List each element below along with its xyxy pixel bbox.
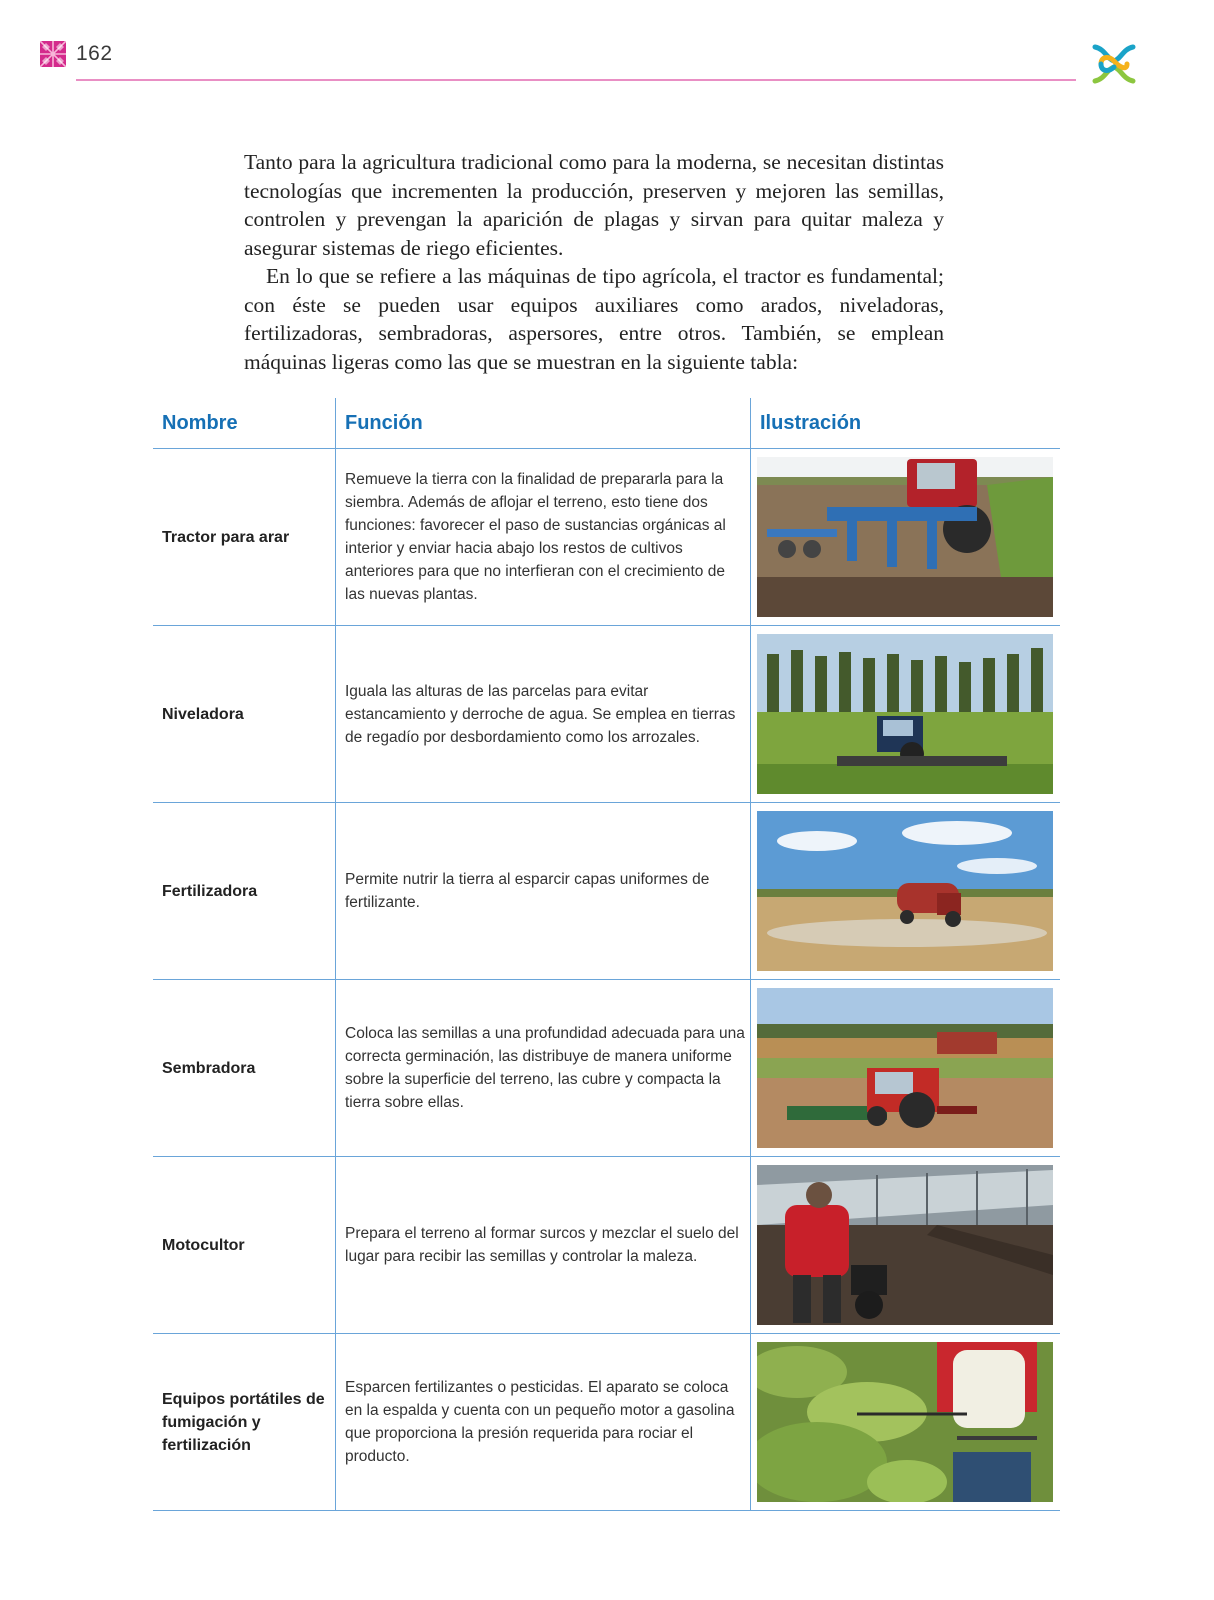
illustration-cell <box>751 626 1061 803</box>
logo-icon <box>1091 41 1137 87</box>
illustration-cell <box>751 1334 1061 1511</box>
machine-name: Fertilizadora <box>162 882 258 900</box>
table-row <box>153 980 1060 1157</box>
name-cell <box>153 1157 336 1334</box>
page-header <box>0 0 1214 90</box>
illustration-cell <box>751 449 1061 626</box>
machine-name: Tractor para arar <box>162 528 290 546</box>
machine-function: Esparcen fertilizantes o pesticidas. El aparato se coloca en la espalda y cuenta con un pequeño motor a gasolina que proporciona la presión requerida para rociar el producto. <box>345 1379 735 1465</box>
function-cell <box>336 803 751 980</box>
leveler-tractor-photo <box>757 634 1053 794</box>
illustration-cell <box>751 1157 1061 1334</box>
intro-paragraph-2: En lo que se refiere a las máquinas de tipo agrícola, el tractor es fundamental; con éste se pueden usar equipos auxiliares como arados, niveladoras, fertilizadoras, sembradoras, aspersores, entre otros. También, se emplean máquinas ligeras como las que se muestran en la siguiente tabla: <box>244 264 944 374</box>
decorative-pattern-icon <box>40 41 66 67</box>
motocultor-photo <box>757 1165 1053 1325</box>
machine-function: Prepara el terreno al formar surcos y mezclar el suelo del lugar para recibir las semillas y controlar la maleza. <box>345 1225 739 1265</box>
function-cell <box>336 980 751 1157</box>
machine-name: Sembradora <box>162 1059 256 1077</box>
function-cell <box>336 626 751 803</box>
name-cell <box>153 1334 336 1511</box>
column-header-ilustracion: Ilustración <box>751 398 1061 449</box>
fertilizer-spreader-photo <box>757 811 1053 971</box>
name-cell <box>153 449 336 626</box>
table-row <box>153 1334 1060 1511</box>
column-header-nombre: Nombre <box>153 398 336 449</box>
machine-function: Permite nutrir la tierra al esparcir capas uniformes de fertilizante. <box>345 871 710 911</box>
table-row <box>153 1157 1060 1334</box>
header-rule <box>76 79 1076 81</box>
seeder-tractor-photo <box>757 988 1053 1148</box>
machine-function: Coloca las semillas a una profundidad adecuada para una correcta germinación, las distribuye de manera uniforme sobre la superficie del terreno, las cubre y compacta la tierra sobre ellas. <box>345 1025 745 1111</box>
plowing-tractor-photo <box>757 457 1053 617</box>
function-cell <box>336 449 751 626</box>
machine-name: Equipos portátiles de fumigación y fertilización <box>162 1390 325 1454</box>
table-row <box>153 803 1060 980</box>
table-row <box>153 626 1060 803</box>
illustration-cell <box>751 803 1061 980</box>
machine-function: Remueve la tierra con la finalidad de prepararla para la siembra. Además de aflojar el terreno, esto tiene dos funciones: favorecer el paso de sustancias orgánicas al interior y enviar hacia abajo los restos de cultivos anteriores para que no interfieran con el crecimiento de las nuevas plantas. <box>345 471 726 603</box>
table-row <box>153 449 1060 626</box>
machine-name: Motocultor <box>162 1236 245 1254</box>
page-number: 162 <box>76 42 113 65</box>
name-cell <box>153 803 336 980</box>
name-cell <box>153 626 336 803</box>
machines-table <box>153 398 1060 1511</box>
machine-function: Iguala las alturas de las parcelas para evitar estancamiento y derroche de agua. Se emplea en tierras de regadío por desbordamiento como los arrozales. <box>345 682 736 746</box>
intro-paragraph-1: Tanto para la agricultura tradicional como para la moderna, se necesitan distintas tecnologías que incrementen la producción, preserven y mejoren las semillas, controlen y prevengan la aparición de plagas y sirvan para quitar maleza y asegurar sistemas de riego eficientes. <box>244 150 944 260</box>
column-header-funcion: Función <box>336 398 751 449</box>
function-cell <box>336 1334 751 1511</box>
machine-name: Niveladora <box>162 705 244 723</box>
name-cell <box>153 980 336 1157</box>
table-header-row <box>153 398 1060 449</box>
backpack-sprayer-photo <box>757 1342 1053 1502</box>
illustration-cell <box>751 980 1061 1157</box>
intro-text <box>244 148 944 376</box>
function-cell <box>336 1157 751 1334</box>
